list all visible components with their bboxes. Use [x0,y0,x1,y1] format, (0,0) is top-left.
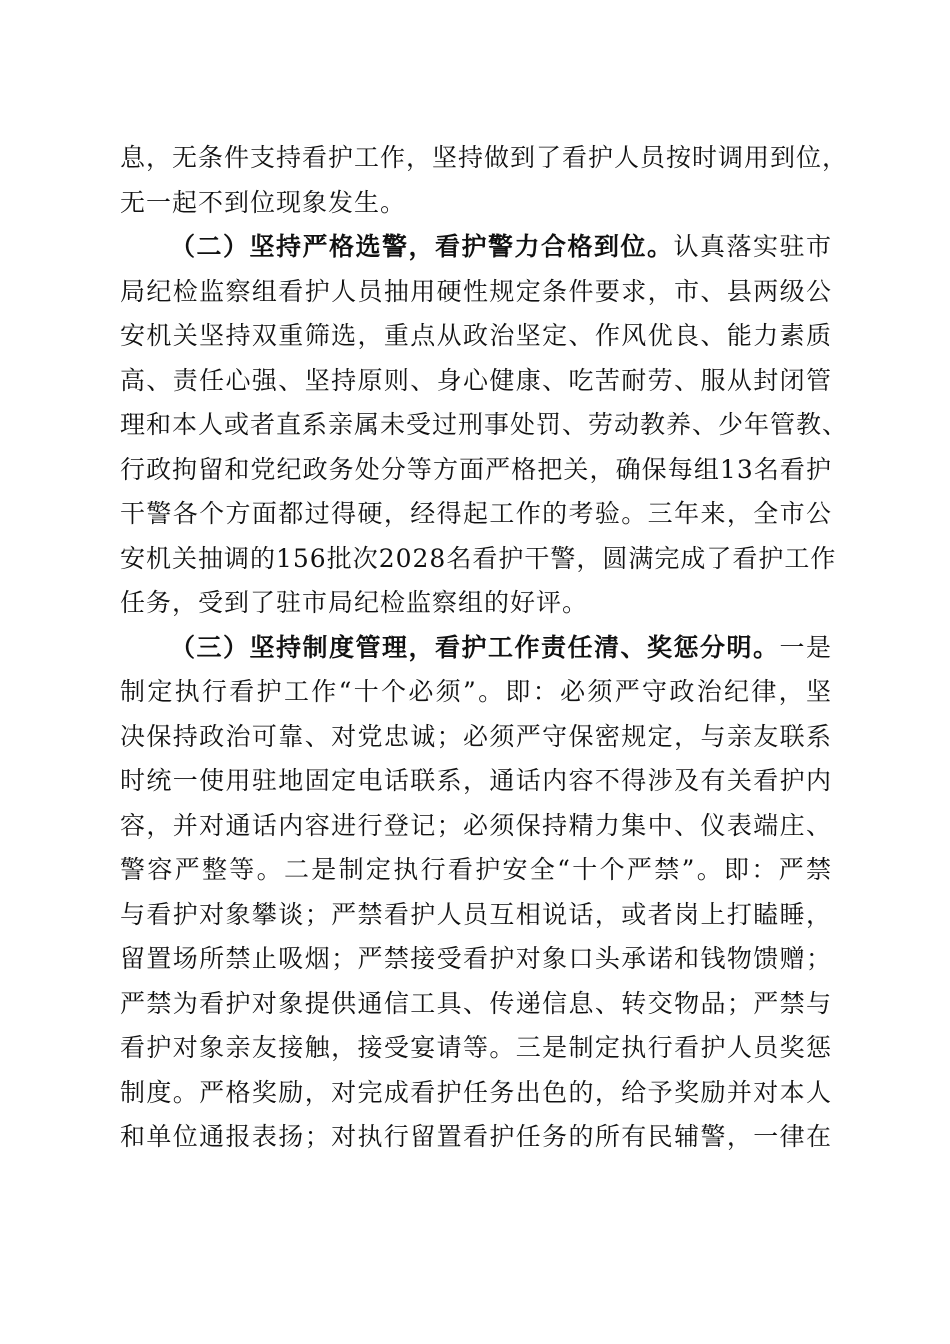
paragraph-3-text: 一是 [779,632,832,662]
paragraph-2-first-line [120,225,832,270]
document-body [120,136,849,1160]
paragraph-1-line: 无一起不到位现象发生。 [120,187,407,217]
paragraph-3-line: 看护对象亲友接触，接受宴请等。三是制定执行看护人员奖惩 [120,1033,832,1062]
paragraph-2-text: 认真落实驻市 [673,232,832,261]
paragraph-1-line: 息，无条件支持看护工作，坚持做到了看护人员按时调用到位， [120,143,849,172]
paragraph-2-line: 安机关抽调的156批次2028名看护干警，圆满完成了看护工作 [120,543,837,573]
paragraph-2-line: 安机关坚持双重筛选，重点从政治坚定、作风优良、能力素质 [120,321,832,350]
paragraph-2-line: 干警各个方面都过得硬，经得起工作的考验。三年来，全市公 [120,499,832,528]
paragraph-3-line: 留置场所禁止吸烟；严禁接受看护对象口头承诺和钱物馈赠； [120,944,832,973]
paragraph-3-line: 决保持政治可靠、对党忠诚；必须严守保密规定，与亲友联系 [120,721,832,751]
paragraph-3-line: 时统一使用驻地固定电话联系，通话内容不得涉及有关看护内 [120,766,832,795]
paragraph-3-line: 警容严整等。二是制定执行看护安全“十个严禁”。即：严禁 [120,855,832,884]
paragraph-3-line: 严禁为看护对象提供通信工具、传递信息、转交物品；严禁与 [120,988,832,1018]
section-heading-3: （三）坚持制度管理，看护工作责任清、奖惩分明。 [170,632,780,662]
paragraph-3-line: 制度。严格奖励，对完成看护任务出色的，给予奖励并对本人 [120,1077,832,1107]
paragraph-2-line: 高、责任心强、坚持原则、身心健康、吃苦耐劳、服从封闭管 [120,365,832,395]
paragraph-2-line: 行政拘留和党纪政务处分等方面严格把关，确保每组13名看护 [120,454,832,484]
paragraph-2-line: 局纪检监察组看护人员抽用硬性规定条件要求，市、县两级公 [120,276,832,306]
paragraph-2-line: 理和本人或者直系亲属未受过刑事处罚、劳动教养、少年管教、 [120,410,849,439]
paragraph-3-first-line [120,626,832,671]
section-heading-2: （二）坚持严格选警，看护警力合格到位。 [170,232,674,261]
paragraph-3-line: 制定执行看护工作“十个必须”。即：必须严守政治纪律，坚 [120,677,832,706]
paragraph-3-line: 与看护对象攀谈；严禁看护人员互相说话，或者岗上打瞌睡， [120,899,832,929]
paragraph-3-line: 容，并对通话内容进行登记；必须保持精力集中、仪表端庄、 [120,810,832,840]
paragraph-2-line: 任务，受到了驻市局纪检监察组的好评。 [120,588,589,617]
paragraph-3-line: 和单位通报表扬；对执行留置看护任务的所有民辅警，一律在 [120,1122,832,1151]
